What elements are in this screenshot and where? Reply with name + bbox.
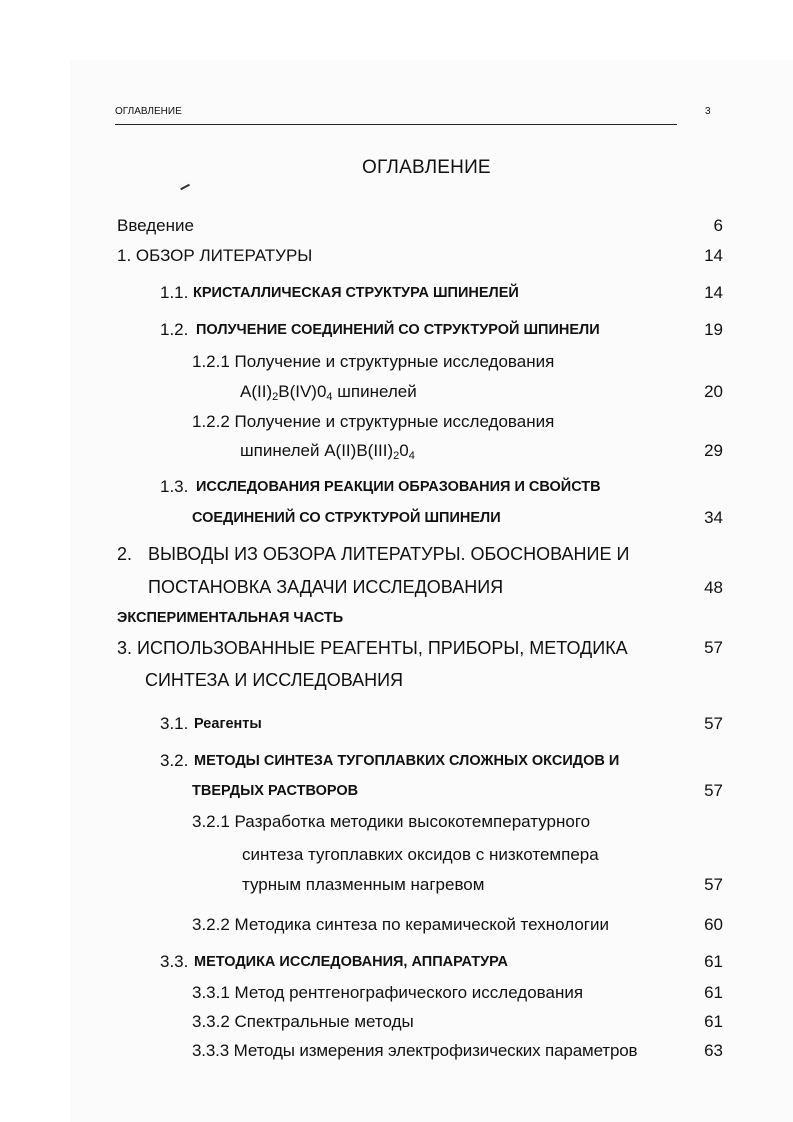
toc-entry-1-3: ИССЛЕДОВАНИЯ РЕАКЦИИ ОБРАЗОВАНИЯ И СВОЙСТВ xyxy=(196,479,601,495)
toc-entry-3-3-2: 3.3.2 Спектральные методы xyxy=(192,1012,414,1031)
page-title: ОГЛАВЛЕНИЕ xyxy=(362,157,491,178)
header-rule xyxy=(115,124,677,125)
toc-page: 57 xyxy=(704,781,723,800)
toc-page: 20 xyxy=(704,382,723,401)
toc-page: 57 xyxy=(704,638,723,657)
toc-entry-2-cont: ПОСТАНОВКА ЗАДАЧИ ИССЛЕДОВАНИЯ xyxy=(148,577,504,597)
toc-page: 14 xyxy=(704,246,723,265)
toc-entry-3-3-1: 3.3.1 Метод рентгенографического исследования xyxy=(192,983,584,1002)
toc-entry-1-1: КРИСТАЛЛИЧЕСКАЯ СТРУКТУРА ШПИНЕЛЕЙ xyxy=(193,285,519,301)
toc-entry-3-2-1-cont: синтеза тугоплавких оксидов с низкотемпера xyxy=(242,845,599,864)
toc-entry-3: 3. ИСПОЛЬЗОВАННЫЕ РЕАГЕНТЫ, ПРИБОРЫ, МЕТОДИКА xyxy=(117,638,628,658)
toc-page: 48 xyxy=(704,578,723,597)
toc-entry-1-2-2-cont: шпинелей $A(II)B(III)_20_4$ xyxy=(240,441,415,462)
toc-entry-3-2-2: 3.2.2 Методика синтеза по керамической технологии xyxy=(192,915,609,934)
toc-entry-3-1: Реагенты xyxy=(194,716,262,732)
toc-section-experimental: ЭКСПЕРИМЕНТАЛЬНАЯ ЧАСТЬ xyxy=(117,610,344,626)
toc-entry-1-2-1-cont: $A(II)_2B(IV)0_4$ шпинелей xyxy=(240,382,417,403)
toc-entry-3-2-1-cont2: турным плазменным нагревом xyxy=(242,875,485,894)
toc-entry-3-cont: СИНТЕЗА И ИССЛЕДОВАНИЯ xyxy=(145,670,404,690)
running-header: ОГЛАВЛЕНИЕ xyxy=(115,106,182,117)
toc-entry-2-number: 2. xyxy=(117,544,133,564)
toc-entry-1-2-2: 1.2.2 Получение и структурные исследования xyxy=(192,412,555,431)
toc-entry-1: 1. ОБЗОР ЛИТЕРАТУРЫ xyxy=(117,246,313,265)
toc-entry-intro: Введение xyxy=(117,216,194,235)
toc-page: 63 xyxy=(704,1041,723,1060)
toc-entry-3-2: МЕТОДЫ СИНТЕЗА ТУГОПЛАВКИХ СЛОЖНЫХ ОКСИДОВ И xyxy=(194,753,620,769)
toc-entry-1-2-number: 1.2. xyxy=(160,320,189,339)
toc-entry-3-2-1: 3.2.1 Разработка методики высокотемпературного xyxy=(192,812,591,831)
toc-entry-1-1-number: 1.1. xyxy=(160,283,189,302)
toc-entry-1-3-number: 1.3. xyxy=(160,477,189,496)
toc-entry-2: ВЫВОДЫ ИЗ ОБЗОРА ЛИТЕРАТУРЫ. ОБОСНОВАНИЕ И xyxy=(148,544,630,564)
toc-page: 61 xyxy=(704,983,723,1002)
toc-entry-1-2-1: 1.2.1 Получение и структурные исследования xyxy=(192,352,555,371)
toc-page: 61 xyxy=(704,952,723,971)
toc-entry-3-3-3: 3.3.3 Методы измерения электрофизических параметров xyxy=(192,1041,638,1060)
toc-entry-3-2-cont: ТВЕРДЫХ РАСТВОРОВ xyxy=(192,783,359,799)
toc-page: 34 xyxy=(704,508,723,527)
toc-entry-3-1-number: 3.1. xyxy=(160,714,189,733)
toc-page: 57 xyxy=(704,875,723,894)
toc-page: 61 xyxy=(704,1012,723,1031)
toc-entry-1-2: ПОЛУЧЕНИЕ СОЕДИНЕНИЙ СО СТРУКТУРОЙ ШПИНЕЛИ xyxy=(196,322,600,338)
toc-entry-3-2-number: 3.2. xyxy=(160,751,189,770)
header-page-number: 3 xyxy=(705,106,711,117)
toc-entry-1-3-cont: СОЕДИНЕНИЙ СО СТРУКТУРОЙ ШПИНЕЛИ xyxy=(192,510,501,526)
toc-page: 29 xyxy=(704,441,723,460)
toc-page: 14 xyxy=(704,283,723,302)
toc-page: 60 xyxy=(704,915,723,934)
toc-page: 19 xyxy=(704,320,723,339)
toc-entry-3-3: МЕТОДИКА ИССЛЕДОВАНИЯ, АППАРАТУРА xyxy=(194,954,508,970)
toc-page: 6 xyxy=(713,216,723,235)
toc-entry-3-3-number: 3.3. xyxy=(160,952,189,971)
toc-page: 57 xyxy=(704,714,723,733)
